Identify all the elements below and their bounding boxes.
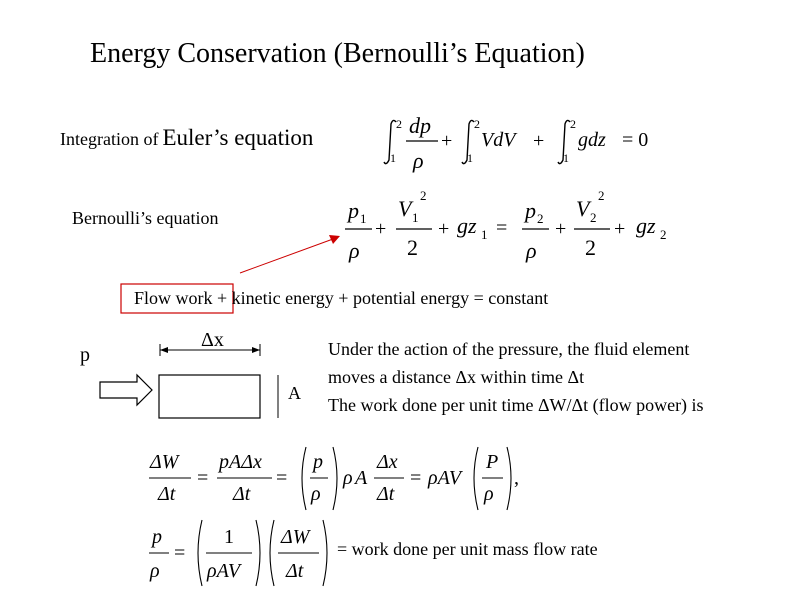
- paren-right: [333, 447, 337, 510]
- b-p2: p: [525, 198, 536, 223]
- plus-sign: +: [441, 130, 453, 152]
- pe-dt: Δt: [377, 483, 395, 505]
- equals: =: [174, 542, 186, 564]
- paren-right: [323, 520, 327, 586]
- plus-sign: +: [375, 218, 387, 240]
- b-gz1: gz: [457, 213, 477, 238]
- paren-left: [270, 520, 274, 586]
- term-rho: ρ: [413, 148, 424, 173]
- pe-dx: Δx: [377, 451, 398, 473]
- paren-left: [198, 520, 202, 586]
- paren-left: [302, 447, 306, 510]
- b-gz2: gz: [636, 213, 656, 238]
- le-dt: Δt: [286, 560, 304, 582]
- b-gz1-sub: 1: [481, 227, 488, 242]
- pressure-label: p: [80, 344, 90, 366]
- explanation-line: The work done per unit time ΔW/Δt (flow power) is: [328, 395, 704, 415]
- pe-dt: Δt: [233, 483, 251, 505]
- paren-right: [256, 520, 260, 586]
- b-rho: ρ: [526, 238, 537, 263]
- euler-equation: [384, 113, 648, 173]
- explanation-line: moves a distance Δx within time Δt: [328, 367, 585, 387]
- b-V2-sub: 2: [590, 210, 597, 225]
- pe-pAdx: pAΔx: [219, 451, 262, 473]
- pressure-arrow-icon: [100, 375, 152, 405]
- explanation-text: [328, 335, 704, 419]
- int-lower: 1: [467, 151, 473, 165]
- dim-arrow-right-icon: [252, 347, 260, 353]
- b-gz2-sub: 2: [660, 227, 667, 242]
- area-label: A: [288, 383, 301, 403]
- int-upper: 2: [474, 117, 480, 131]
- int-lower: 1: [390, 151, 396, 165]
- explanation-line: Under the action of the pressure, the fluid element: [328, 339, 690, 359]
- pe-rho-inline: ρ: [343, 467, 353, 489]
- le-p: p: [152, 526, 162, 548]
- paren-right: [507, 447, 511, 510]
- le-rho: ρ: [150, 560, 160, 582]
- le-rhoAV: ρAV: [207, 560, 241, 582]
- b-V2: V: [576, 196, 590, 221]
- plus-sign: +: [555, 218, 567, 240]
- plus-sign: +: [614, 218, 626, 240]
- b-rho: ρ: [349, 238, 360, 263]
- term-dp: dp: [409, 113, 431, 138]
- rhs-zero: = 0: [622, 129, 649, 151]
- flow-work-caption: [134, 288, 548, 309]
- equals: =: [197, 467, 209, 489]
- fluid-element-diagram: [80, 329, 301, 418]
- flow-work-rest: + kinetic energy + potential energy = constant: [217, 288, 549, 308]
- flow-work-highlight: Flow work: [134, 288, 213, 308]
- b-two: 2: [407, 235, 418, 260]
- bernoulli-label: Bernoulli’s equation: [72, 208, 219, 228]
- pe-comma: ,: [514, 467, 519, 489]
- term-vdv: VdV: [481, 129, 516, 151]
- int-upper: 2: [396, 117, 402, 131]
- equals: =: [276, 467, 288, 489]
- pe-P: P: [486, 451, 499, 473]
- euler-label-small: Integration of: [60, 129, 159, 149]
- euler-label-big: Euler’s equation: [162, 125, 314, 150]
- fluid-element-box: [159, 375, 260, 418]
- page-title: Energy Conservation (Bernoulli’s Equation): [90, 38, 585, 69]
- plus-sign: +: [533, 130, 545, 152]
- b-V1-sq: 2: [420, 188, 427, 203]
- b-V1: V: [398, 196, 412, 221]
- term-gdz: gdz: [578, 129, 606, 151]
- bernoulli-equation: [345, 188, 667, 263]
- b-sub2: 2: [537, 211, 544, 226]
- dim-arrow-left-icon: [160, 347, 168, 353]
- b-V1-sub: 1: [412, 210, 419, 225]
- pe-A: A: [355, 467, 368, 489]
- plus-sign: +: [438, 218, 450, 240]
- unit-mass-equation: [149, 520, 327, 586]
- dx-label: Δx: [201, 329, 224, 351]
- pe-p: p: [313, 451, 323, 473]
- b-p1: p: [348, 198, 359, 223]
- equals: =: [410, 467, 422, 489]
- pe-rho: ρ: [311, 483, 321, 505]
- le-one: 1: [224, 526, 234, 548]
- flow-work-arrow: [240, 239, 333, 273]
- pe-rho: ρ: [484, 483, 494, 505]
- equals: =: [496, 217, 508, 239]
- power-equation: [149, 447, 519, 510]
- pe-dW: ΔW: [150, 451, 179, 473]
- b-two: 2: [585, 235, 596, 260]
- pe-rhoAV: ρAV: [428, 467, 462, 489]
- b-V2-sq: 2: [598, 188, 605, 203]
- b-sub1: 1: [360, 211, 367, 226]
- paren-left: [474, 447, 478, 510]
- int-upper: 2: [570, 117, 576, 131]
- pe-dt: Δt: [158, 483, 176, 505]
- int-lower: 1: [563, 151, 569, 165]
- last-eq-rhs: = work done per unit mass flow rate: [337, 539, 598, 559]
- le-dW: ΔW: [281, 526, 310, 548]
